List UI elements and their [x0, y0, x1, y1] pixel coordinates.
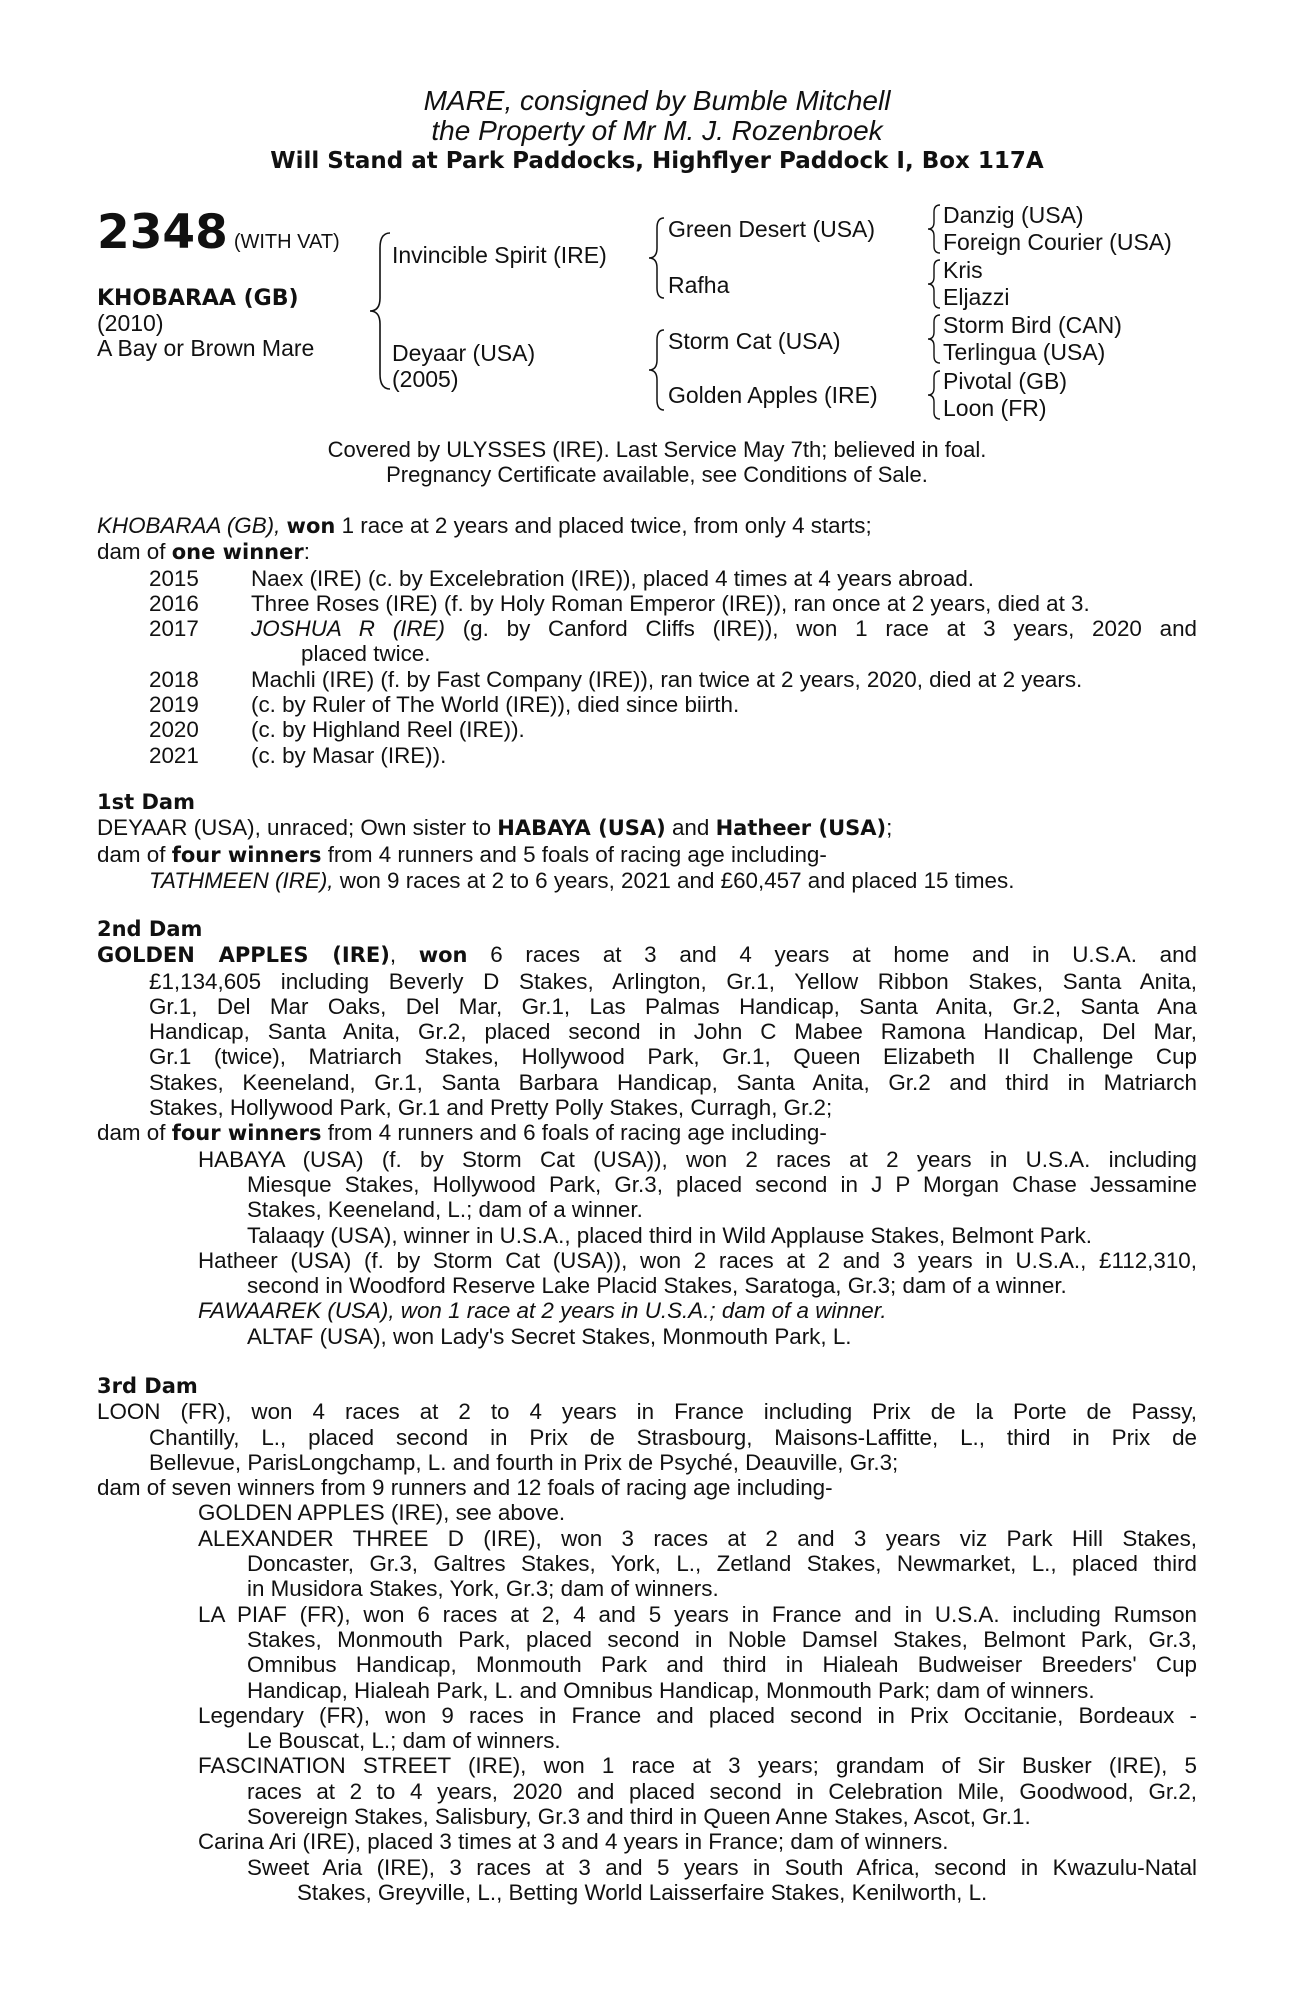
sweet-aria-line: Stakes, Greyville, L., Betting World Laisserfaire Stakes, Kenilworth, L.: [297, 1879, 988, 1905]
carina-line: Carina Ari (IRE), placed 3 times at 3 and 4 years in France; dam of winners.: [198, 1829, 949, 1855]
dam-sire: Storm Cat (USA): [668, 328, 841, 354]
vat-note: (WITH VAT): [233, 231, 340, 253]
produce-intro-rest: 1 race at 2 years and placed twice, from only 4 starts;: [341, 513, 872, 538]
foal-text-rest: (g. by Canford Cliffs (IRE)), won 1 race at 3 years, 2020 and: [462, 616, 1197, 642]
lot-number-block: [97, 205, 340, 260]
foal-text: [251, 616, 1197, 641]
foal-row: [97, 743, 1197, 768]
foal-row: [97, 717, 1197, 742]
foal-year: 2018: [149, 666, 199, 692]
loon-line: Bellevue, ParisLongchamp, L. and fourth in Prix de Psyché, Deauville, Gr.3;: [149, 1449, 899, 1475]
horse-name: KHOBARAA (GB): [97, 286, 299, 311]
foal-text: Three Roses (IRE) (f. by Holy Roman Emperor (IRE)), ran once at 2 years, died at 3.: [251, 590, 1090, 616]
hatheer-line: second in Woodford Reserve Lake Placid Stakes, Saratoga, Gr.3; dam of a winner.: [247, 1273, 1067, 1299]
dam1-runners: from 4 runners and 5 foals of racing age including-: [327, 841, 827, 867]
habaya-line: HABAYA (USA) (f. by Storm Cat (USA)), won 2 races at 2 years in U.S.A. including: [198, 1146, 1197, 1172]
g3-brace-4: [920, 367, 944, 423]
dam-year: (2005): [392, 366, 459, 392]
owner-line: the Property of Mr M. J. Rozenbroek: [431, 115, 883, 146]
foal-text: (c. by Highland Reel (IRE)).: [251, 717, 525, 743]
dam2-damof: dam of: [97, 1120, 166, 1146]
habaya-line: Stakes, Keeneland, L.; dam of a winner.: [247, 1197, 643, 1223]
golden-apples-ref: GOLDEN APPLES (IRE), see above.: [198, 1500, 566, 1526]
alexander-line: ALEXANDER THREE D (IRE), won 3 races at 2 and 3 years viz Park Hill Stakes,: [198, 1525, 1197, 1551]
golden-apples-won: won: [418, 943, 468, 968]
foal-row-cont: [97, 641, 1197, 666]
legendary-line: Le Bouscat, L.; dam of winners.: [247, 1728, 561, 1754]
la-piaf-line: Omnibus Handicap, Monmouth Park and third in Hialeah Budweiser Breeders' Cup: [247, 1652, 1197, 1678]
dam1-semicolon: ;: [886, 815, 893, 841]
altaf-line: ALTAF (USA), won Lady's Secret Stakes, Monmouth Park, L.: [247, 1323, 852, 1349]
foal-name-italic: JOSHUA R (IRE): [251, 616, 445, 642]
foal-year: 2016: [149, 590, 199, 616]
foal-text: Machli (IRE) (f. by Fast Company (IRE)), ran twice at 2 years, 2020, died at 2 years.: [251, 666, 1083, 692]
dam3-damof: dam of seven winners from 9 runners and 12 foals of racing age including-: [97, 1475, 833, 1501]
la-piaf-line: Stakes, Monmouth Park, placed second in Noble Damsel Stakes, Belmont Park, Gr.3,: [247, 1626, 1197, 1652]
tathmeen-record: won 9 races at 2 to 6 years, 2021 and £60,457 and placed 15 times.: [339, 867, 1015, 893]
pregnancy-line: Pregnancy Certificate available, see Conditions of Sale.: [386, 462, 928, 487]
foal-year: 2015: [149, 565, 199, 591]
loon-line: LOON (FR), won 4 races at 2 to 4 years in France including Prix de la Porte de Passy,: [97, 1399, 1197, 1425]
dam1-winners: four winners: [171, 842, 322, 867]
g3-brace-3: [920, 311, 944, 367]
foal-text: Naex (IRE) (c. by Excelebration (IRE)), placed 4 times at 4 years abroad.: [251, 565, 975, 591]
dam1-sister-habaya: HABAYA (USA): [497, 816, 666, 841]
produce-record: [97, 513, 1197, 768]
la-piaf-line: LA PIAF (FR), won 6 races at 2, 4 and 5 years in France and in U.S.A. including Rumson: [198, 1601, 1197, 1627]
horse-identity: [97, 286, 314, 361]
sire-dam: Rafha: [668, 272, 730, 298]
consignor-line: MARE, consigned by Bumble Mitchell: [423, 85, 891, 116]
foal-row: [97, 591, 1197, 616]
dam1-damof: dam of: [97, 841, 166, 867]
foal-year: 2021: [149, 742, 199, 768]
dam1-sister-hatheer: Hatheer (USA): [715, 816, 887, 841]
loon-line: Chantilly, L., placed second in Prix de Strasbourg, Maisons-Laffitte, L., third in Prix de: [149, 1424, 1197, 1450]
foal-text: (c. by Masar (IRE)).: [251, 742, 447, 768]
gen3-loon: Loon (FR): [943, 395, 1047, 421]
foal-row: [97, 616, 1197, 641]
produce-intro-name: KHOBARAA (GB),: [97, 513, 281, 538]
location-line: Will Stand at Park Paddocks, Highflyer Paddock I, Box 117A: [270, 148, 1044, 174]
golden-apples-name: GOLDEN APPLES (IRE): [97, 943, 390, 968]
legendary-line: Legendary (FR), won 9 races in France and placed second in Prix Occitanie, Bordeaux -: [198, 1702, 1197, 1728]
produce-damof-b: one winner: [171, 540, 304, 565]
foal-year: 2017: [149, 616, 199, 642]
gen3-danzig: Danzig (USA): [943, 202, 1084, 228]
golden-apples-line: 6 races at 3 and 4 years at home and in U.S.A. and: [490, 942, 1197, 968]
dam-dam: Golden Apples (IRE): [668, 382, 878, 408]
horse-year: (2010): [97, 310, 164, 336]
sire-line-brace: [640, 214, 668, 302]
dam1-and: and: [671, 815, 710, 841]
golden-apples-line: Handicap, Santa Anita, Gr.2, placed second in John C Mabee Ramona Handicap, Del Mar,: [149, 1019, 1197, 1045]
foal-row: [97, 667, 1197, 692]
dam-line-brace: [640, 326, 668, 414]
hatheer-line: Hatheer (USA) (f. by Storm Cat (USA)), won 2 races at 2 and 3 years in U.S.A., £112,310,: [198, 1247, 1197, 1273]
produce-damof-a: dam of: [97, 539, 166, 565]
alexander-line: in Musidora Stakes, York, Gr.3; dam of winners.: [247, 1576, 719, 1602]
foal-row: [97, 692, 1197, 717]
horse-description: A Bay or Brown Mare: [97, 335, 315, 361]
lot-number: 2348: [97, 205, 228, 260]
second-dam-section: 2nd Dam GOLDEN APPLES (IRE), won 6 races at 3 and 4 years at home and in U.S.A. and £1,134,605 including Beverly D Stakes, Arlington, Gr.1, Yellow Ribbon Stakes, Santa Anita, Gr.1, Del Mar Oaks, Del Mar, Gr.1, Las Palmas Handicap, Santa Anita, Gr.2, Santa Ana Handicap, Santa Anita, Gr.2, placed second in John C Mabee Ramona Handicap, Del Mar, Gr.1 (twice), Matriarch Stakes, Hollywood Park, Gr.1, Queen Elizabeth II Challenge Cup Stakes, Keeneland, Gr.1, Santa Barbara Handicap, Santa Anita, Gr.2 and third in Matriarch Stakes, Hollywood Park, Gr.1 and Pretty Polly Stakes, Curragh, Gr.2; dam of four winners from 4 runners and 6 foals of racing age including- HABAYA (USA) (f. by Storm Cat (USA)), won 2 races at 2 years in U.S.A. including Miesque Stakes, Hollywood Park, Gr.3, placed second in J P Morgan Chase Jessamine Stakes, Keeneland, L.; dam of a winner. Talaaqy (USA), winner in U.S.A., placed third in Wild Applause Stakes, Belmont Park. Hatheer (USA) (f. by Storm Cat (USA)), won 2 races at 2 and 3 years in U.S.A., £112,310, second in Woodford Reserve Lake Placid Stakes, Saratoga, Gr.3; dam of a winner. FAWAAREK (USA), won 1 race at 2 years in U.S.A.; dam of a winner. ALTAF (USA), won Lady's Secret Stakes, Monmouth Park, L.: [97, 917, 1197, 1349]
foal-year: 2019: [149, 692, 199, 718]
dam2-winners: four winners: [171, 1121, 322, 1146]
third-dam-section: [97, 1374, 1197, 1905]
habaya-line: Miesque Stakes, Hollywood Park, Gr.3, placed second in J P Morgan Chase Jessamine: [247, 1171, 1197, 1197]
golden-apples-line: Gr.1 (twice), Matriarch Stakes, Hollywood Park, Gr.1, Queen Elizabeth II Challenge Cup: [149, 1044, 1197, 1070]
second-dam-heading: 2nd Dam: [97, 917, 203, 941]
golden-apples-line: Stakes, Hollywood Park, Gr.1 and Pretty Polly Stakes, Curragh, Gr.2;: [149, 1095, 833, 1121]
g3-brace-1: [920, 201, 944, 257]
sire: Invincible Spirit (IRE): [392, 242, 607, 268]
foal-text-cont: placed twice.: [301, 641, 431, 667]
covered-line: Covered by ULYSSES (IRE). Last Service May 7th; believed in foal.: [327, 437, 987, 462]
foal-row: [97, 566, 1197, 591]
gen3-foreign-courier: Foreign Courier (USA): [943, 229, 1172, 255]
first-dam-section: [97, 790, 1197, 893]
produce-damof-c: :: [303, 539, 310, 565]
dam: Deyaar (USA): [392, 340, 536, 366]
golden-apples-line: Gr.1, Del Mar Oaks, Del Mar, Gr.1, Las Palmas Handicap, Santa Anita, Gr.2, Santa Ana: [149, 993, 1197, 1019]
golden-apples-line: £1,134,605 including Beverly D Stakes, Arlington, Gr.1, Yellow Ribbon Stakes, Santa Anita,: [149, 968, 1197, 994]
gen3-eljazzi: Eljazzi: [943, 284, 1010, 310]
fascination-line: Sovereign Stakes, Salisbury, Gr.3 and third in Queen Anne Stakes, Ascot, Gr.1.: [247, 1804, 1031, 1830]
g3-brace-2: [920, 256, 944, 312]
gen3-storm-bird: Storm Bird (CAN): [943, 312, 1122, 338]
foal-text: (c. by Ruler of The World (IRE)), died since biirth.: [251, 692, 740, 718]
gen3-kris: Kris: [943, 257, 983, 283]
gen3-terlingua: Terlingua (USA): [943, 339, 1106, 365]
tathmeen-name: TATHMEEN (IRE),: [149, 867, 334, 893]
fascination-line: races at 2 to 4 years, 2020 and placed second in Celebration Mile, Goodwood, Gr.2,: [247, 1778, 1197, 1804]
alexander-line: Doncaster, Gr.3, Galtres Stakes, York, L., Zetland Stakes, Newmarket, L., placed third: [247, 1551, 1197, 1577]
produce-intro-won: won: [286, 514, 336, 538]
golden-apples-line: Stakes, Keeneland, Gr.1, Santa Barbara Handicap, Santa Anita, Gr.2 and third in Matriarch: [149, 1069, 1197, 1095]
sire-dam-brace: [360, 228, 395, 394]
foal-year: 2020: [149, 717, 199, 743]
fawaarek-line: FAWAAREK (USA), won 1 race at 2 years in U.S.A.; dam of a winner.: [198, 1298, 887, 1324]
sire-sire: Green Desert (USA): [668, 216, 876, 242]
first-dam-heading: 1st Dam: [97, 790, 195, 814]
third-dam-heading: 3rd Dam: [97, 1374, 198, 1398]
dam1-text: DEYAAR (USA), unraced; Own sister to: [97, 815, 492, 841]
la-piaf-line: Handicap, Hialeah Park, L. and Omnibus Handicap, Monmouth Park; dam of winners.: [247, 1677, 1095, 1703]
sweet-aria-line: Sweet Aria (IRE), 3 races at 3 and 5 years in South Africa, second in Kwazulu-Natal: [247, 1854, 1197, 1880]
talaaqy-line: Talaaqy (USA), winner in U.S.A., placed third in Wild Applause Stakes, Belmont Park.: [247, 1222, 1093, 1248]
gen3-pivotal: Pivotal (GB): [943, 368, 1067, 394]
dam2-runners: from 4 runners and 6 foals of racing age including-: [327, 1120, 827, 1146]
fascination-line: FASCINATION STREET (IRE), won 1 race at 3 years; grandam of Sir Busker (IRE), 5: [198, 1753, 1197, 1779]
